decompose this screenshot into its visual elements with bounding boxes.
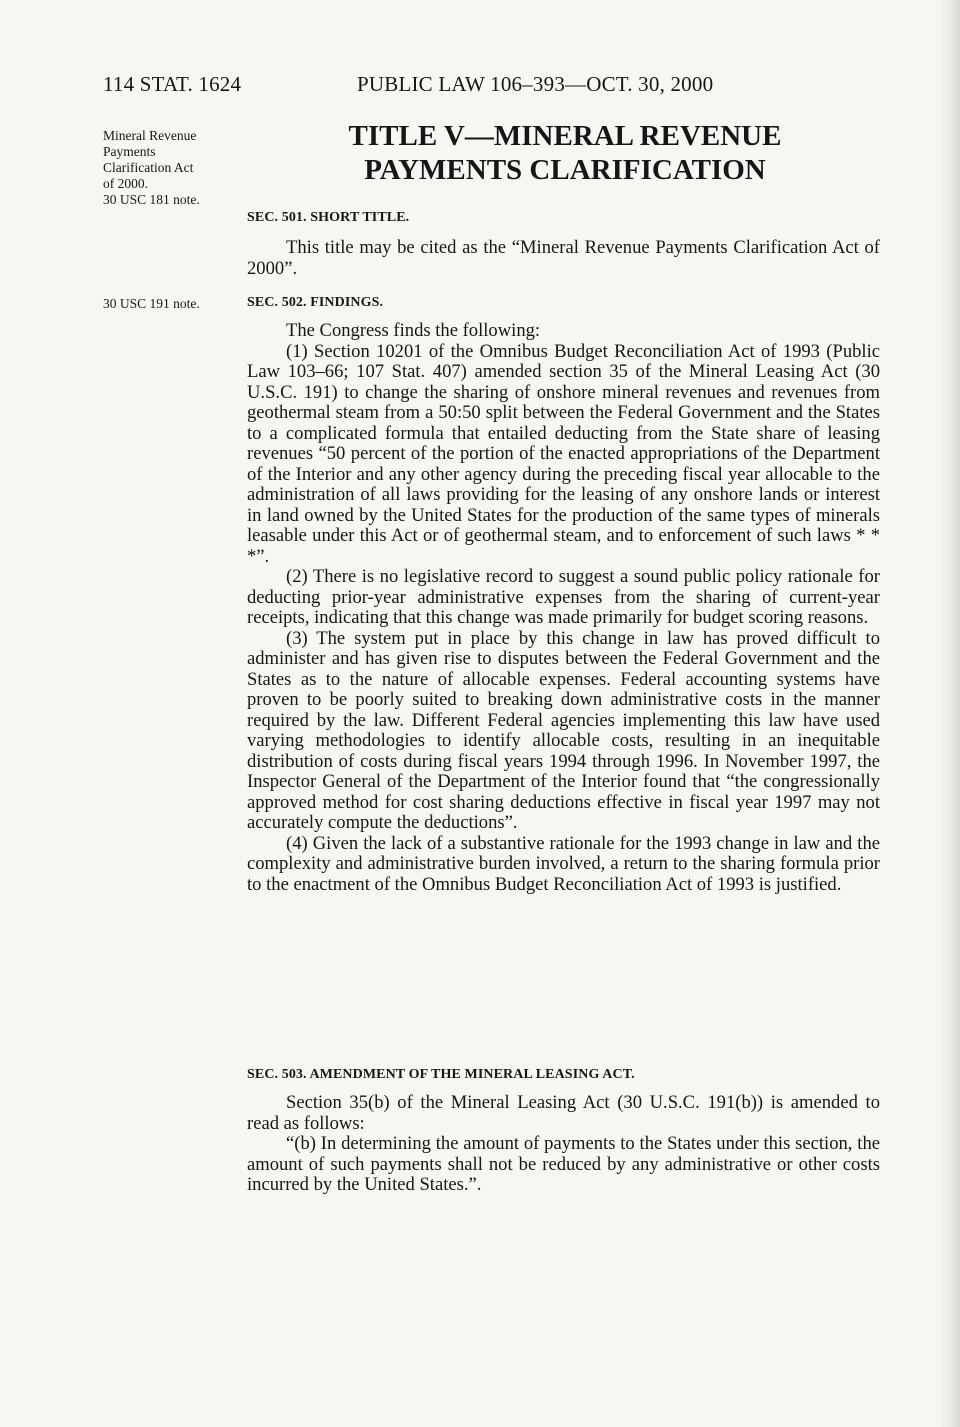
- margin-note-line: of 2000.: [103, 176, 148, 191]
- sec-503-amended-text: “(b) In determining the amount of payments to the States under this section, the amount of such payments shall not be reduced by any administrative or other costs incurred by the United States.”.: [247, 1133, 880, 1195]
- margin-note-short-title: [103, 128, 200, 208]
- margin-note-line: Payments: [103, 144, 156, 159]
- title-line-1: TITLE V—MINERAL REVENUE: [348, 120, 782, 152]
- sec-503-heading: SEC. 503. AMENDMENT OF THE MINERAL LEASING ACT.: [247, 1067, 635, 1082]
- sec-501-body: [247, 238, 880, 279]
- margin-note-line: Mineral Revenue: [103, 128, 197, 143]
- margin-note-findings: 30 USC 191 note.: [103, 296, 200, 311]
- sec-501-text: This title may be cited as the “Mineral Revenue Payments Clarification Act of 2000”.: [247, 237, 880, 279]
- sec-503-body: [247, 1093, 880, 1196]
- sec-502-body: [247, 321, 880, 895]
- sec-502-intro: The Congress finds the following:: [286, 320, 541, 341]
- finding-3: (3) The system put in place by this change in law has proved difficult to administer and has given rise to disputes between the Federal Government and the States as to the nature of allocable expenses. Federal accounting systems have proven to be poorly suited to breaking down administrative costs in the manner required by the law. Different Federal agencies implementing this law have used varying methodologies to identify allocable costs, resulting in an inequitable distribution of costs during fiscal years 1994 through 1996. In November 1997, the Inspector General of the Department of the Interior found that “the congressionally approved method for cost sharing deductions effective in fiscal year 1997 may not accurately compute the deductions”.: [247, 627, 880, 833]
- stat-page-number: 114 STAT. 1624: [103, 72, 242, 96]
- sec-503-paragraph: Section 35(b) of the Mineral Leasing Act (30 U.S.C. 191(b)) is amended to read as follows:: [247, 1092, 880, 1134]
- public-law-header: PUBLIC LAW 106–393—OCT. 30, 2000: [357, 72, 714, 96]
- finding-4: (4) Given the lack of a substantive rationale for the 1993 change in law and the complexity and administrative burden involved, a return to the sharing formula prior to the enactment of the Omnibus Budget Reconciliation Act of 1993 is justified.: [247, 832, 880, 895]
- scan-edge-shadow: [938, 0, 960, 1427]
- title-line-2: PAYMENTS CLARIFICATION: [364, 154, 766, 186]
- margin-note-line: 30 USC 181 note.: [103, 192, 200, 207]
- finding-1: (1) Section 10201 of the Omnibus Budget Reconciliation Act of 1993 (Public Law 103–66; 107 Stat. 407) amended section 35 of the Mineral Leasing Act (30 U.S.C. 191) to change the sharing of onshore mineral revenues and revenues from geothermal steam from a 50:50 split between the Federal Government and the States to a complicated formula that entailed deducting from the State share of leasing revenues “50 percent of the portion of the enacted appropriations of the Department of the Interior and any other agency during the preceding fiscal year allocable to the administration of all laws providing for the leasing of any onshore lands or interest in land owned by the United States for the production of the same types of minerals leasable under this Act or of geothermal steam, and to enforcement of such laws * * *”.: [247, 340, 880, 567]
- title-heading: [250, 119, 880, 187]
- margin-note-line: Clarification Act: [103, 160, 194, 175]
- finding-2: (2) There is no legislative record to suggest a sound public policy rationale for deducting prior-year administrative expenses from the sharing of current-year receipts, indicating that this change was made primarily for budget scoring reasons.: [247, 566, 880, 628]
- sec-501-heading: SEC. 501. SHORT TITLE.: [247, 210, 410, 225]
- sec-502-heading: SEC. 502. FINDINGS.: [247, 295, 384, 310]
